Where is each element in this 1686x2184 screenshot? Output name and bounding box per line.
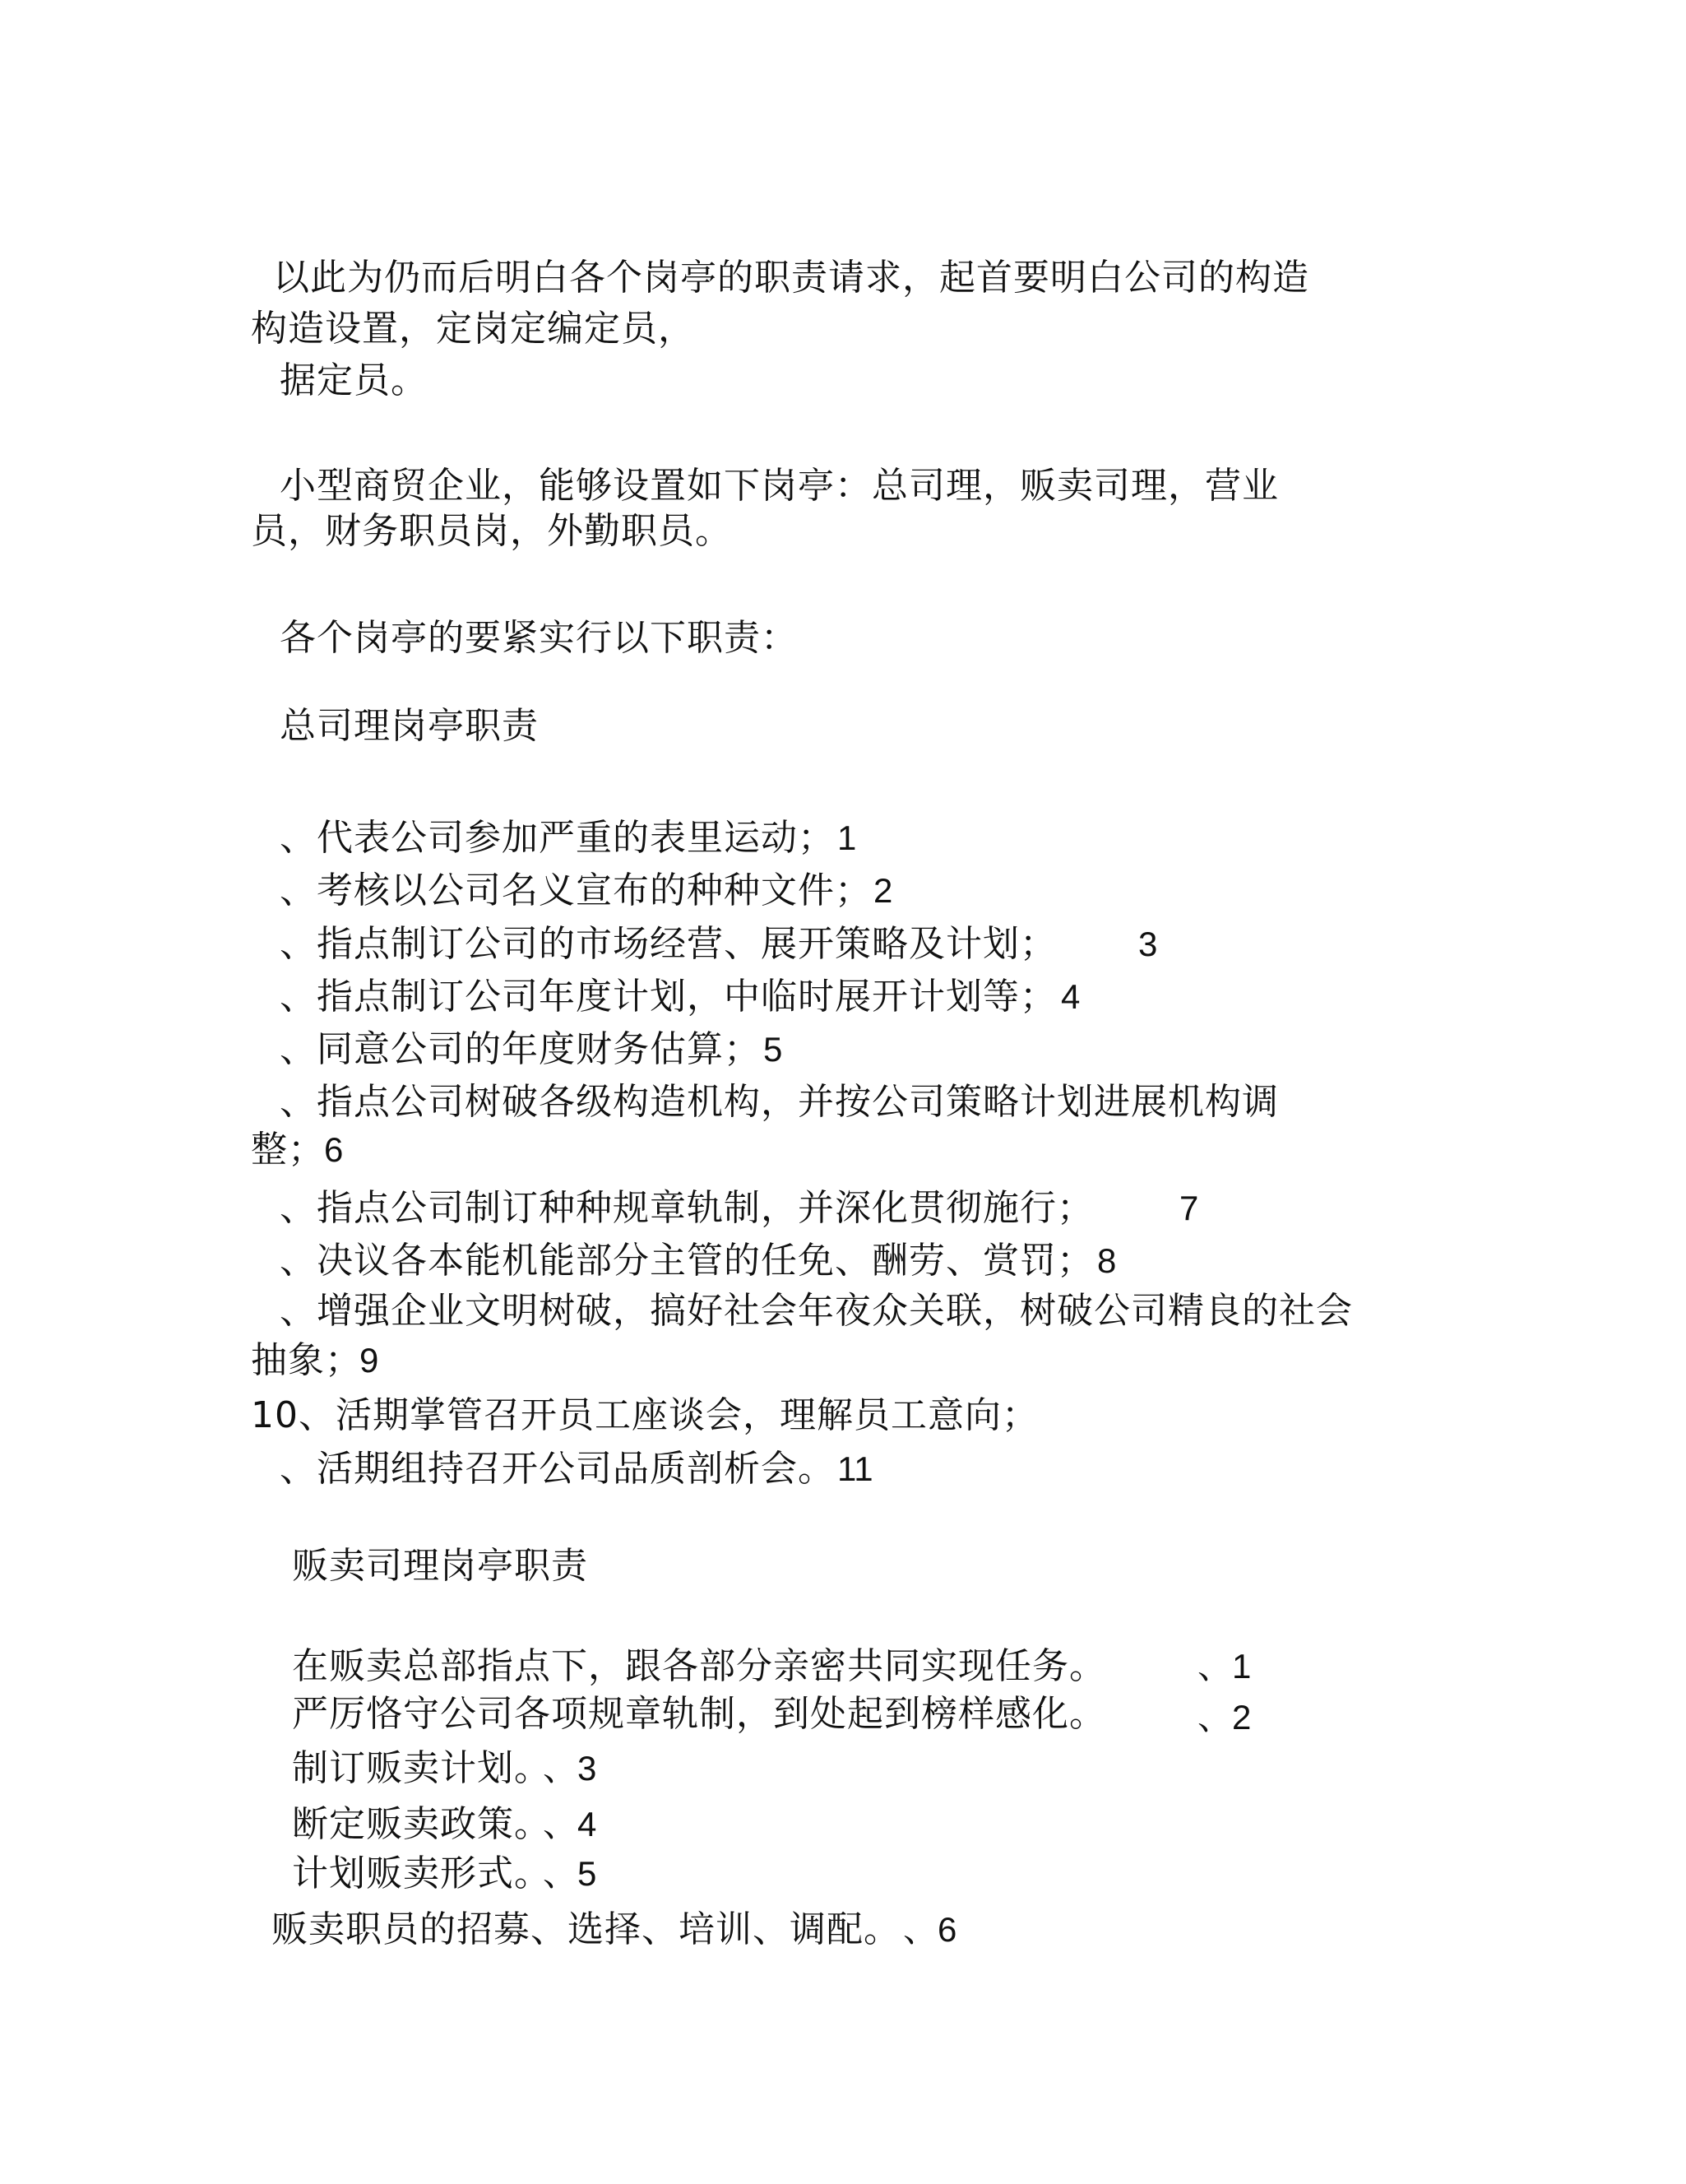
gm-item-1-num: 1 <box>837 818 857 857</box>
intro-line-3: 据定员。 <box>280 359 428 401</box>
gm-item-9: 、增强企业文明树破，搞好社会年夜众关联，树破公司精良的社会 <box>280 1290 1353 1332</box>
para2-line-1: 小型商贸企业，能够设置如下岗亭：总司理，贩卖司理，营业 <box>280 465 1279 507</box>
gm-item-2: 、考核以公司名义宣布的种种文件； <box>280 869 872 911</box>
gm-item-9-num: 9 <box>359 1341 379 1379</box>
sales-item-3-num: 、3 <box>543 1749 597 1788</box>
gm-item-3: 、指点制订公司的市场经营、展开策略及计划； <box>280 923 1057 965</box>
gm-item-3-num: 3 <box>1138 925 1158 963</box>
gm-heading: 总司理岗亭职责 <box>280 705 539 747</box>
sales-item-6-num: 、6 <box>903 1910 957 1949</box>
sales-item-2: 严厉恪守公司各项规章轨制，到处起到榜样感化。 <box>292 1693 1106 1735</box>
gm-item-7-num: 7 <box>1179 1189 1199 1227</box>
sales-item-5: 计划贩卖形式。 <box>292 1852 551 1894</box>
gm-item-8-num: 8 <box>1097 1241 1117 1280</box>
para3-line: 各个岗亭的要紧实行以下职责： <box>280 617 798 659</box>
sales-item-2-num: 、2 <box>1197 1698 1252 1737</box>
sales-item-1-num: 、1 <box>1197 1647 1252 1686</box>
sales-item-4-num: 、4 <box>543 1805 597 1843</box>
sales-item-6: 贩卖职员的招募、选择、培训、调配。 <box>271 1908 901 1950</box>
sales-item-5-num: 、5 <box>543 1854 597 1893</box>
gm-item-10: 10、活期掌管召开员工座谈会，理解员工意向； <box>251 1394 1039 1436</box>
gm-item-1: 、代表公司参加严重的表里运动； <box>280 817 835 859</box>
intro-line-2: 构造设置，定岗定编定员， <box>251 308 695 350</box>
gm-item-6-num: 6 <box>324 1130 344 1169</box>
gm-item-7: 、指点公司制订种种规章轨制，并深化贯彻施行； <box>280 1187 1094 1229</box>
gm-item-5: 、同意公司的年度财务估算； <box>280 1028 761 1070</box>
para2-line-2: 员，财务职员岗，外勤职员。 <box>251 510 732 552</box>
gm-item-11: 、活期组持召开公司品质剖析会。 <box>280 1448 835 1490</box>
gm-item-4-num: 4 <box>1061 977 1081 1016</box>
gm-item-2-num: 2 <box>873 871 893 910</box>
gm-item-5-num: 5 <box>763 1030 783 1069</box>
gm-item-11-num: 11 <box>837 1449 873 1488</box>
sales-item-4: 断定贩卖政策。 <box>292 1803 551 1845</box>
sales-item-3: 制订贩卖计划。 <box>292 1747 551 1789</box>
sales-item-1: 在贩卖总部指点下，跟各部分亲密共同实现任务。 <box>292 1645 1106 1687</box>
gm-item-6-cont: 整； <box>251 1129 325 1171</box>
sales-heading: 贩卖司理岗亭职责 <box>292 1545 588 1587</box>
gm-item-9-cont: 抽象； <box>251 1339 362 1381</box>
gm-item-8: 、决议各本能机能部分主管的任免、酬劳、赏罚； <box>280 1240 1094 1282</box>
intro-line-1: 以此为仍而后明白各个岗亭的职责请求，起首要明白公司的构造 <box>273 257 1309 299</box>
gm-item-4: 、指点制订公司年度计划，中临时展开计划等； <box>280 976 1057 1018</box>
gm-item-6: 、指点公司树破各级构造机构，并按公司策略计划进展机构调 <box>280 1081 1279 1123</box>
